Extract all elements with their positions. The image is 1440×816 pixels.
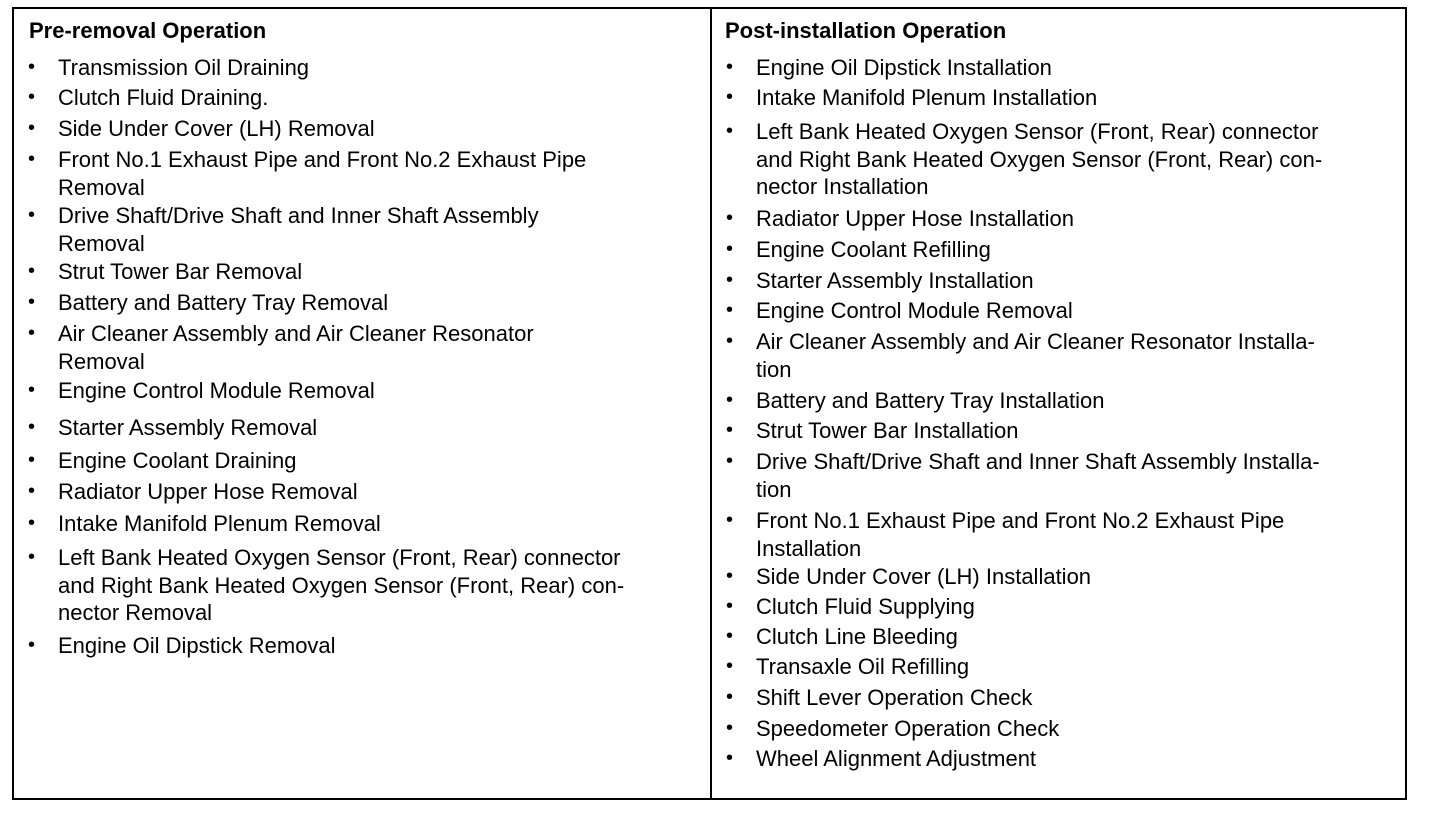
bullet-icon: • xyxy=(726,389,734,411)
list-item-text: Air Cleaner Assembly and Air Cleaner Resonator Installa- tion xyxy=(756,329,1315,382)
list-item-text: Air Cleaner Assembly and Air Cleaner Resonator Removal xyxy=(58,321,534,374)
post-installation-column xyxy=(712,9,1405,798)
bullet-icon: • xyxy=(726,207,734,229)
list-item-text: Transmission Oil Draining xyxy=(58,55,310,80)
list-item-text: Clutch Line Bleeding xyxy=(756,624,958,649)
bullet-icon: • xyxy=(726,625,734,647)
bullet-icon: • xyxy=(726,269,734,291)
list-item-text: Intake Manifold Plenum Removal xyxy=(58,511,381,536)
list-item-text: Speedometer Operation Check xyxy=(756,716,1060,741)
bullet-icon: • xyxy=(28,512,36,534)
list-item-text: Strut Tower Bar Installation xyxy=(756,418,1019,443)
list-item-text: Front No.1 Exhaust Pipe and Front No.2 Exhaust Pipe Installation xyxy=(756,508,1285,561)
list-item-text: Engine Control Module Removal xyxy=(58,378,375,403)
bullet-icon: • xyxy=(726,238,734,260)
bullet-icon: • xyxy=(28,117,36,139)
bullet-icon: • xyxy=(28,291,36,313)
bullet-icon: • xyxy=(28,480,36,502)
bullet-icon: • xyxy=(28,86,36,108)
list-item-text: Side Under Cover (LH) Removal xyxy=(58,116,375,141)
bullet-icon: • xyxy=(28,322,36,344)
bullet-icon: • xyxy=(28,56,36,78)
list-item-text: Intake Manifold Plenum Installation xyxy=(756,85,1098,110)
bullet-icon: • xyxy=(28,148,36,170)
bullet-icon: • xyxy=(726,686,734,708)
list-item-text: Left Bank Heated Oxygen Sensor (Front, Rear) connector and Right Bank Heated Oxygen Sensor (Front, Rear) con- nector Removal xyxy=(58,545,625,625)
bullet-icon: • xyxy=(726,86,734,108)
bullet-icon: • xyxy=(726,419,734,441)
list-item-text: Battery and Battery Tray Removal xyxy=(58,290,389,315)
bullet-icon: • xyxy=(726,565,734,587)
list-item-text: Starter Assembly Removal xyxy=(58,415,318,440)
list-item-text: Drive Shaft/Drive Shaft and Inner Shaft Assembly Removal xyxy=(58,203,539,256)
bullet-icon: • xyxy=(28,546,36,568)
list-item-text: Engine Oil Dipstick Removal xyxy=(58,633,336,658)
bullet-icon: • xyxy=(726,120,734,142)
bullet-icon: • xyxy=(726,717,734,739)
bullet-icon: • xyxy=(28,260,36,282)
bullet-icon: • xyxy=(726,655,734,677)
bullet-icon: • xyxy=(726,747,734,769)
operations-table xyxy=(12,7,1407,800)
list-item-text: Side Under Cover (LH) Installation xyxy=(756,564,1092,589)
list-item-text: Engine Oil Dipstick Installation xyxy=(756,55,1052,80)
list-item-text: Battery and Battery Tray Installation xyxy=(756,388,1105,413)
list-item-text: Wheel Alignment Adjustment xyxy=(756,746,1037,771)
list-item-text: Clutch Fluid Supplying xyxy=(756,594,975,619)
bullet-icon: • xyxy=(726,509,734,531)
list-item-text: Transaxle Oil Refilling xyxy=(756,654,970,679)
bullet-icon: • xyxy=(28,204,36,226)
list-item-text: Drive Shaft/Drive Shaft and Inner Shaft Assembly Installa- tion xyxy=(756,449,1320,502)
list-item-text: Radiator Upper Hose Removal xyxy=(58,479,358,504)
list-item-text: Strut Tower Bar Removal xyxy=(58,259,303,284)
bullet-icon: • xyxy=(28,449,36,471)
list-item-text: Radiator Upper Hose Installation xyxy=(756,206,1074,231)
bullet-icon: • xyxy=(28,416,36,438)
list-item-text: Left Bank Heated Oxygen Sensor (Front, Rear) connector and Right Bank Heated Oxygen Sensor (Front, Rear) con- nector Installation xyxy=(756,119,1323,199)
bullet-icon: • xyxy=(726,299,734,321)
pre-removal-column xyxy=(14,9,712,798)
post-installation-title: Post-installation Operation xyxy=(725,18,1007,43)
list-item-text: Shift Lever Operation Check xyxy=(756,685,1033,710)
bullet-icon: • xyxy=(726,330,734,352)
list-item-text: Starter Assembly Installation xyxy=(756,268,1034,293)
bullet-icon: • xyxy=(28,634,36,656)
list-item-text: Front No.1 Exhaust Pipe and Front No.2 Exhaust Pipe Removal xyxy=(58,147,587,200)
list-item-text: Engine Coolant Draining xyxy=(58,448,297,473)
list-item-text: Clutch Fluid Draining. xyxy=(58,85,269,110)
bullet-icon: • xyxy=(28,379,36,401)
list-item-text: Engine Control Module Removal xyxy=(756,298,1073,323)
pre-removal-title: Pre-removal Operation xyxy=(29,18,267,43)
bullet-icon: • xyxy=(726,56,734,78)
bullet-icon: • xyxy=(726,595,734,617)
list-item-text: Engine Coolant Refilling xyxy=(756,237,991,262)
bullet-icon: • xyxy=(726,450,734,472)
